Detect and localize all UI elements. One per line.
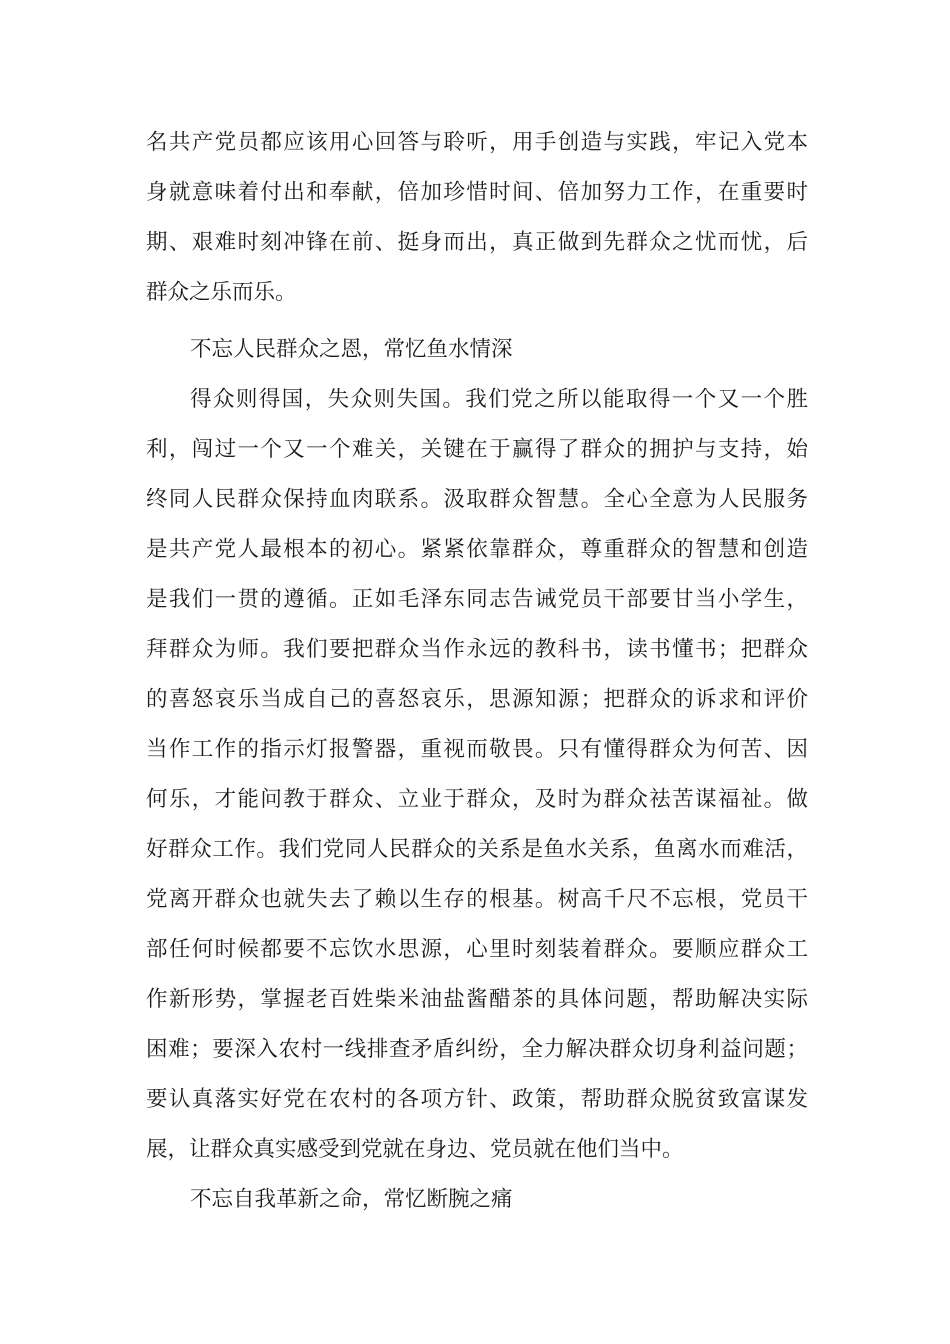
- paragraph-line: 部任何时候都要不忘饮水思源，心里时刻装着群众。要顺应群众工: [146, 937, 808, 962]
- paragraph-line: 党离开群众也就失去了赖以生存的根基。树高千尺不忘根，党员干: [146, 887, 808, 912]
- paragraph-line: 是我们一贯的遵循。正如毛泽东同志告诫党员干部要甘当小学生，: [146, 587, 808, 612]
- paragraph-line: 好群众工作。我们党同人民群众的关系是鱼水关系，鱼离水而难活，: [146, 837, 808, 862]
- paragraph-line: 是共产党人最根本的初心。紧紧依靠群众，尊重群众的智慧和创造: [146, 537, 808, 562]
- paragraph-line: 何乐，才能问教于群众、立业于群众，及时为群众祛苦谋福祉。做: [146, 787, 808, 812]
- paragraph-line: 困难；要深入农村一线排查矛盾纠纷，全力解决群众切身利益问题；: [146, 1037, 808, 1062]
- paragraph-line: 利，闯过一个又一个难关，关键在于赢得了群众的拥护与支持，始: [146, 437, 808, 462]
- paragraph-line: 当作工作的指示灯报警器，重视而敬畏。只有懂得群众为何苦、因: [146, 737, 808, 762]
- paragraph-line: 期、艰难时刻冲锋在前、挺身而出，真正做到先群众之忧而忧，后: [146, 230, 808, 255]
- paragraph-line: 身就意味着付出和奉献，倍加珍惜时间、倍加努力工作，在重要时: [146, 180, 808, 205]
- paragraph-line: 拜群众为师。我们要把群众当作永远的教科书，读书懂书；把群众: [146, 637, 808, 662]
- paragraph-line: 名共产党员都应该用心回答与聆听，用手创造与实践，牢记入党本: [146, 130, 808, 155]
- paragraph-line: 得众则得国，失众则失国。我们党之所以能取得一个又一个胜: [190, 387, 808, 412]
- paragraph-line: 的喜怒哀乐当成自己的喜怒哀乐，思源知源；把群众的诉求和评价: [146, 687, 808, 712]
- section-heading: 不忘自我革新之命，常忆断腕之痛: [190, 1187, 513, 1212]
- paragraph-line: 终同人民群众保持血肉联系。汲取群众智慧。全心全意为人民服务: [146, 487, 808, 512]
- paragraph-line: 群众之乐而乐。: [146, 280, 297, 305]
- section-heading: 不忘人民群众之恩，常忆鱼水情深: [190, 337, 513, 362]
- paragraph-line: 展，让群众真实感受到党就在身边、党员就在他们当中。: [146, 1137, 684, 1162]
- paragraph-line: 要认真落实好党在农村的各项方针、政策，帮助群众脱贫致富谋发: [146, 1087, 808, 1112]
- paragraph-line: 作新形势，掌握老百姓柴米油盐酱醋茶的具体问题，帮助解决实际: [146, 987, 808, 1012]
